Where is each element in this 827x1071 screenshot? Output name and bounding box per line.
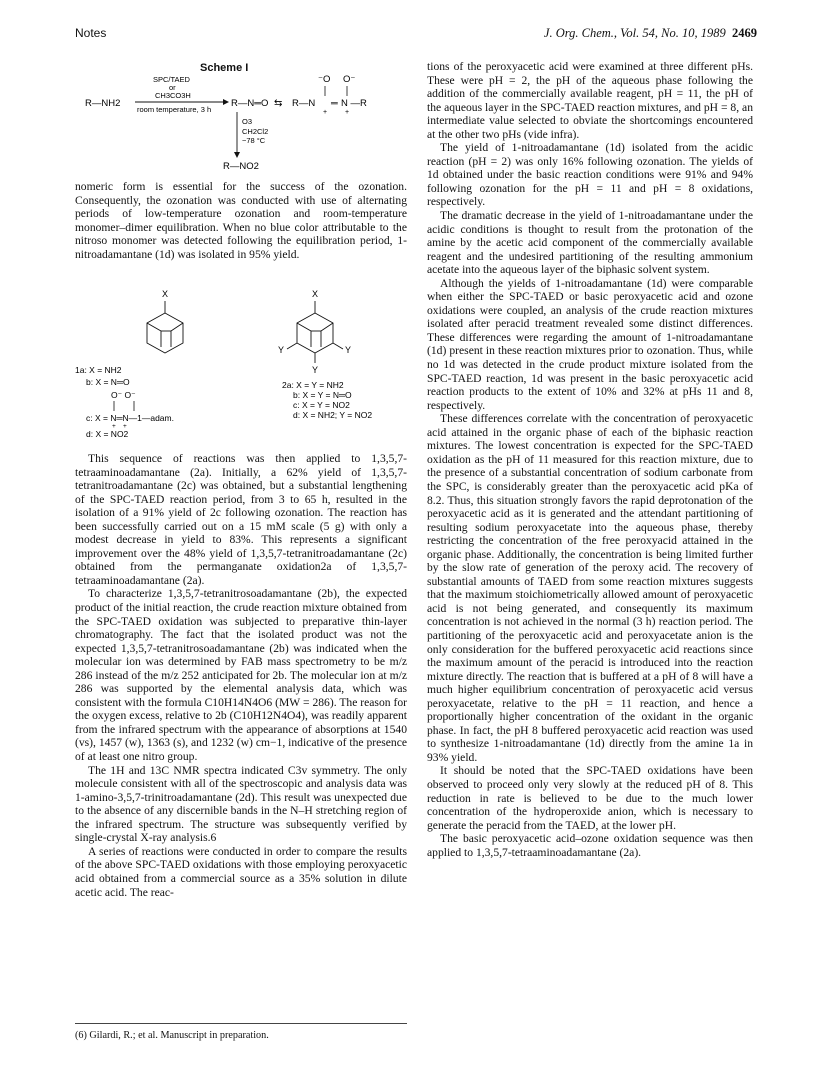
scheme-start-amine: R—NH2 [85, 98, 121, 109]
series1-charges: O⁻ O⁻ [111, 390, 136, 400]
scheme-reaction-diagram [75, 72, 415, 172]
running-head-left: Notes [75, 26, 107, 40]
series1-line-d: d: X = NO2 [86, 429, 129, 439]
dimer-plus-1: + [323, 109, 328, 116]
series2-line-c: c: X = Y = NO2 [293, 400, 350, 410]
paragraph: These differences correlate with the concentration of peroxyacetic acid attained in the organic phase of each of the biphasic reaction mixtures. The lowest concentration is expected for the SPC-TAED oxidation as the pH of 11 measured for this reaction mixture, due to the presence of a substantial concentration of sodium carbonate from the SPC, is considerably greater than the peroxyacetic acid pKa of 8.2. Thus, this situation strongly favors the rapid deprotonation of the peroxyacetic acid as it is generated and the attendant partitioning of resulting sodium peroxyacetate into the aqueous phase, thereby restricting the concentration of the free peroxyacid attained in the organic phase. Additionally, the concentration is being limited further by the slow rate of generation of the peroxy acid. The recovery of substantial amounts of TAED from some reaction mixtures suggests that the maximum stoichiometrically allowed amount of peroxyacetic acid is not being generated, and consequently its maximum concentration is not achieved in the normal (3 h) reaction period. The partitioning of the peroxyacetic acid and peroxyacetate anion is the only consideration for the buffered peroxyacetic acid reactions since the maximum amount of the peracid is introduced into the reaction mixture directly. The reaction that is buffered at a pH of 8 will have a much higher equilibrium concentration of peroxyacetic acid versus peroxyacetate, relative to the pH = 11 reaction, and hence a proportionally higher concentration of the oxidant in the organic phase. In fact, the pH 8 buffered peroxyacetic acid reaction was used to synthesize 1-nitroadamantane (1d) directly from the amine 1a in 93% yield. [427, 412, 753, 764]
paragraph: To characterize 1,3,5,7-tetranitrosoadamantane (2b), the expected product of the initial reaction, the crude reaction mixture obtained from the SPC-TAED oxidation was subjected to preparative thin-layer chromatography. The fact that the isolated product was not the expected 1,3,5,7-tetranitrosoadamantane (2b) was indicated when the molecular ion was determined by FAB mass spectrometry to be m/z 286 instead of the m/z 252 anticipated for 2b. The molecular ion at m/z 286 was supported by the elemental analysis data, which was consistent with the formula C10H14N4O6 (MW = 286). The reason for the oxygen excess, relative to 2b (C10H12N4O4), was readily apparent from the infrared spectrum with the appearance of absorptions at 1540 (vs), 1457 (w), 1363 (s), and 1232 (w) cm−1, indicative of the presence of at least one nitro group. [75, 587, 407, 764]
scheme-nitroso: R—N═O [231, 98, 269, 109]
footnote: (6) Gilardi, R.; et al. Manuscript in preparation. [75, 1023, 407, 1041]
reaction-arrowhead-2 [234, 152, 240, 158]
series1-line-b: b: X = N═O [86, 377, 130, 387]
page-number: 2469 [732, 26, 757, 40]
scheme-o-minus-2: O⁻ [343, 74, 356, 85]
scheme-dimer-right: N —R [341, 98, 367, 109]
y-label-bottom: Y [312, 365, 319, 375]
scheme-dimer-eq: ═ [331, 98, 338, 109]
right-column [427, 60, 753, 859]
paragraph: The 1H and 13C NMR spectra indicated C3v symmetry. The only molecule consistent with all of the spectroscopic and analysis data was 1-amino-3,5,7-trinitroadamantane (2d). This result was unexpected due to the absence of any discernible bands in the N–H stretching region of the infrared spectrum. The structure was subsequently verified by single-crystal X-ray analysis.6 [75, 763, 407, 845]
x-label-2: X [312, 289, 319, 299]
scheme-ozone: O3 [242, 117, 253, 126]
dimer-plus-2: + [345, 109, 350, 116]
series1-line-a: 1a: X = NH2 [75, 365, 122, 375]
paragraph: This sequence of reactions was then applied to 1,3,5,7-tetraaminoadamantane (2a). Initially, a 62% yield of 1,3,5,7-tetranitroadamantane (2c) was obtained, but a substantial lengthening of the SPC-TAED reaction period, from 3 to 65 h, resulted in the isolation of a 91% yield of 2c following ozonation. The reaction has been successfully carried out on a 15 mM scale (5 g) with only a modest decrease in yield to 83%. This represents a significant improvement over the 48% yield of 1,3,5,7-tetranitroadamantane (2c) obtained from the permanganate oxidation2a of 1,3,5,7-tetraaminoadamantane (2a). [75, 452, 407, 587]
scheme-title: Scheme I [200, 62, 249, 74]
adamantane-1-skeleton [147, 301, 183, 353]
scheme-solvent: CH2Cl2 [242, 127, 269, 136]
scheme-conditions: room temperature, 3 h [137, 105, 212, 114]
adamantane-structures-figure [75, 287, 405, 447]
scheme-temperature: −78 °C [242, 136, 266, 145]
series1-plus: + + [112, 423, 127, 430]
scheme-reagent-1: SPC/TAED [153, 75, 190, 84]
scheme-o-minus-1: ⁻O [318, 74, 331, 85]
reaction-arrowhead-1 [223, 99, 229, 105]
paragraph: It should be noted that the SPC-TAED oxidations have been observed to proceed only very slowly at the reduced pH of 8. This reduction in rate is believed to be due to the much lower concentration of the hydroperoxide anion, which is necessary to generate the peracid from the TAED, at the lower pH. [427, 764, 753, 832]
series1-line-c: c: X = N═N—1—adam. [86, 413, 174, 423]
journal-citation: J. Org. Chem., Vol. 54, No. 10, 1989 [543, 26, 726, 40]
left-column-top [75, 180, 407, 261]
left-column-bottom [75, 452, 407, 899]
x-label-1: X [162, 289, 169, 299]
adamantane-2-skeleton [287, 301, 343, 363]
y-label-right: Y [345, 345, 352, 355]
running-head-right [544, 26, 757, 41]
paragraph: The yield of 1-nitroadamantane (1d) isolated from the acidic reaction (pH = 2) was only 16% following ozonation. The yields of 1d obtained under the basic reaction conditions were 91% and 94% following ozonation for the pH = 11 and pH = 8 oxidations, respectively. [427, 141, 753, 209]
scheme-dimer-left: R—N [292, 98, 316, 109]
scheme-reagent-2: CH3CO3H [155, 91, 191, 100]
series2-line-b: b: X = Y = N═O [293, 390, 352, 400]
scheme-reagent-or: or [169, 83, 176, 92]
paragraph: Although the yields of 1-nitroadamantane (1d) were comparable when either the SPC-TAED or basic peroxyacetic acid and ozone oxidations were coupled, an analysis of the crude reaction mixtures isolated after peracid treatment revealed some distinct differences. These differences were regarding the amount of 1-nitroadamantane (1d) present in these reaction mixtures prior to ozonation. Thus, while no 1d was detected in the crude product mixture isolated from the SPC-TAED reaction, 1d was present in the basic peroxyacetic acid reaction products to the extent of 10% and 32% at pHs 11 and 8, respectively. [427, 276, 753, 412]
series2-line-a: 2a: X = Y = NH2 [282, 380, 344, 390]
equilibrium-arrows: ⇆ [274, 98, 283, 109]
paragraph: The dramatic decrease in the yield of 1-nitroadamantane under the acidic conditions is thought to result from the protonation of the amine by the acetic acid component of the commercially available reagent and the undesired partitioning of the resulting ammonium acetate into the aqueous layer of the biphasic solvent system. [427, 209, 753, 277]
paragraph: nomeric form is essential for the success of the ozonation. Consequently, the ozonation was conducted with use of alternating periods of low-temperature ozonation and room-temperature monomer–dimer equilibration. When no blue color attributable to the nitroso monomer was detected following the equilibration period, 1-nitroadamantane (1d) was isolated in 95% yield. [75, 180, 407, 261]
scheme-product: R—NO2 [223, 161, 259, 172]
y-label-left: Y [278, 345, 285, 355]
series2-line-d: d: X = NH2; Y = NO2 [293, 410, 373, 420]
paragraph: tions of the peroxyacetic acid were examined at three different pHs. These were pH = 2, the pH of the aqueous phase following the addition of the commercially available reagent, pH = 11, the pH of the aqueous layer in the SPC-TAED reaction mixtures, and pH = 8, an intermediate value selected to obviate the shortcomings encountered at the other two pHs (vide infra). [427, 60, 753, 141]
paragraph: A series of reactions were conducted in order to compare the results of the above SPC-TAED oxidations with those employing peroxyacetic acid obtained from a commercial source as a 35% solution in dilute acetic acid. The reac- [75, 844, 407, 899]
paragraph: The basic peroxyacetic acid–ozone oxidation sequence was then applied to 1,3,5,7-tetraaminoadamantane (2a). [427, 832, 753, 859]
